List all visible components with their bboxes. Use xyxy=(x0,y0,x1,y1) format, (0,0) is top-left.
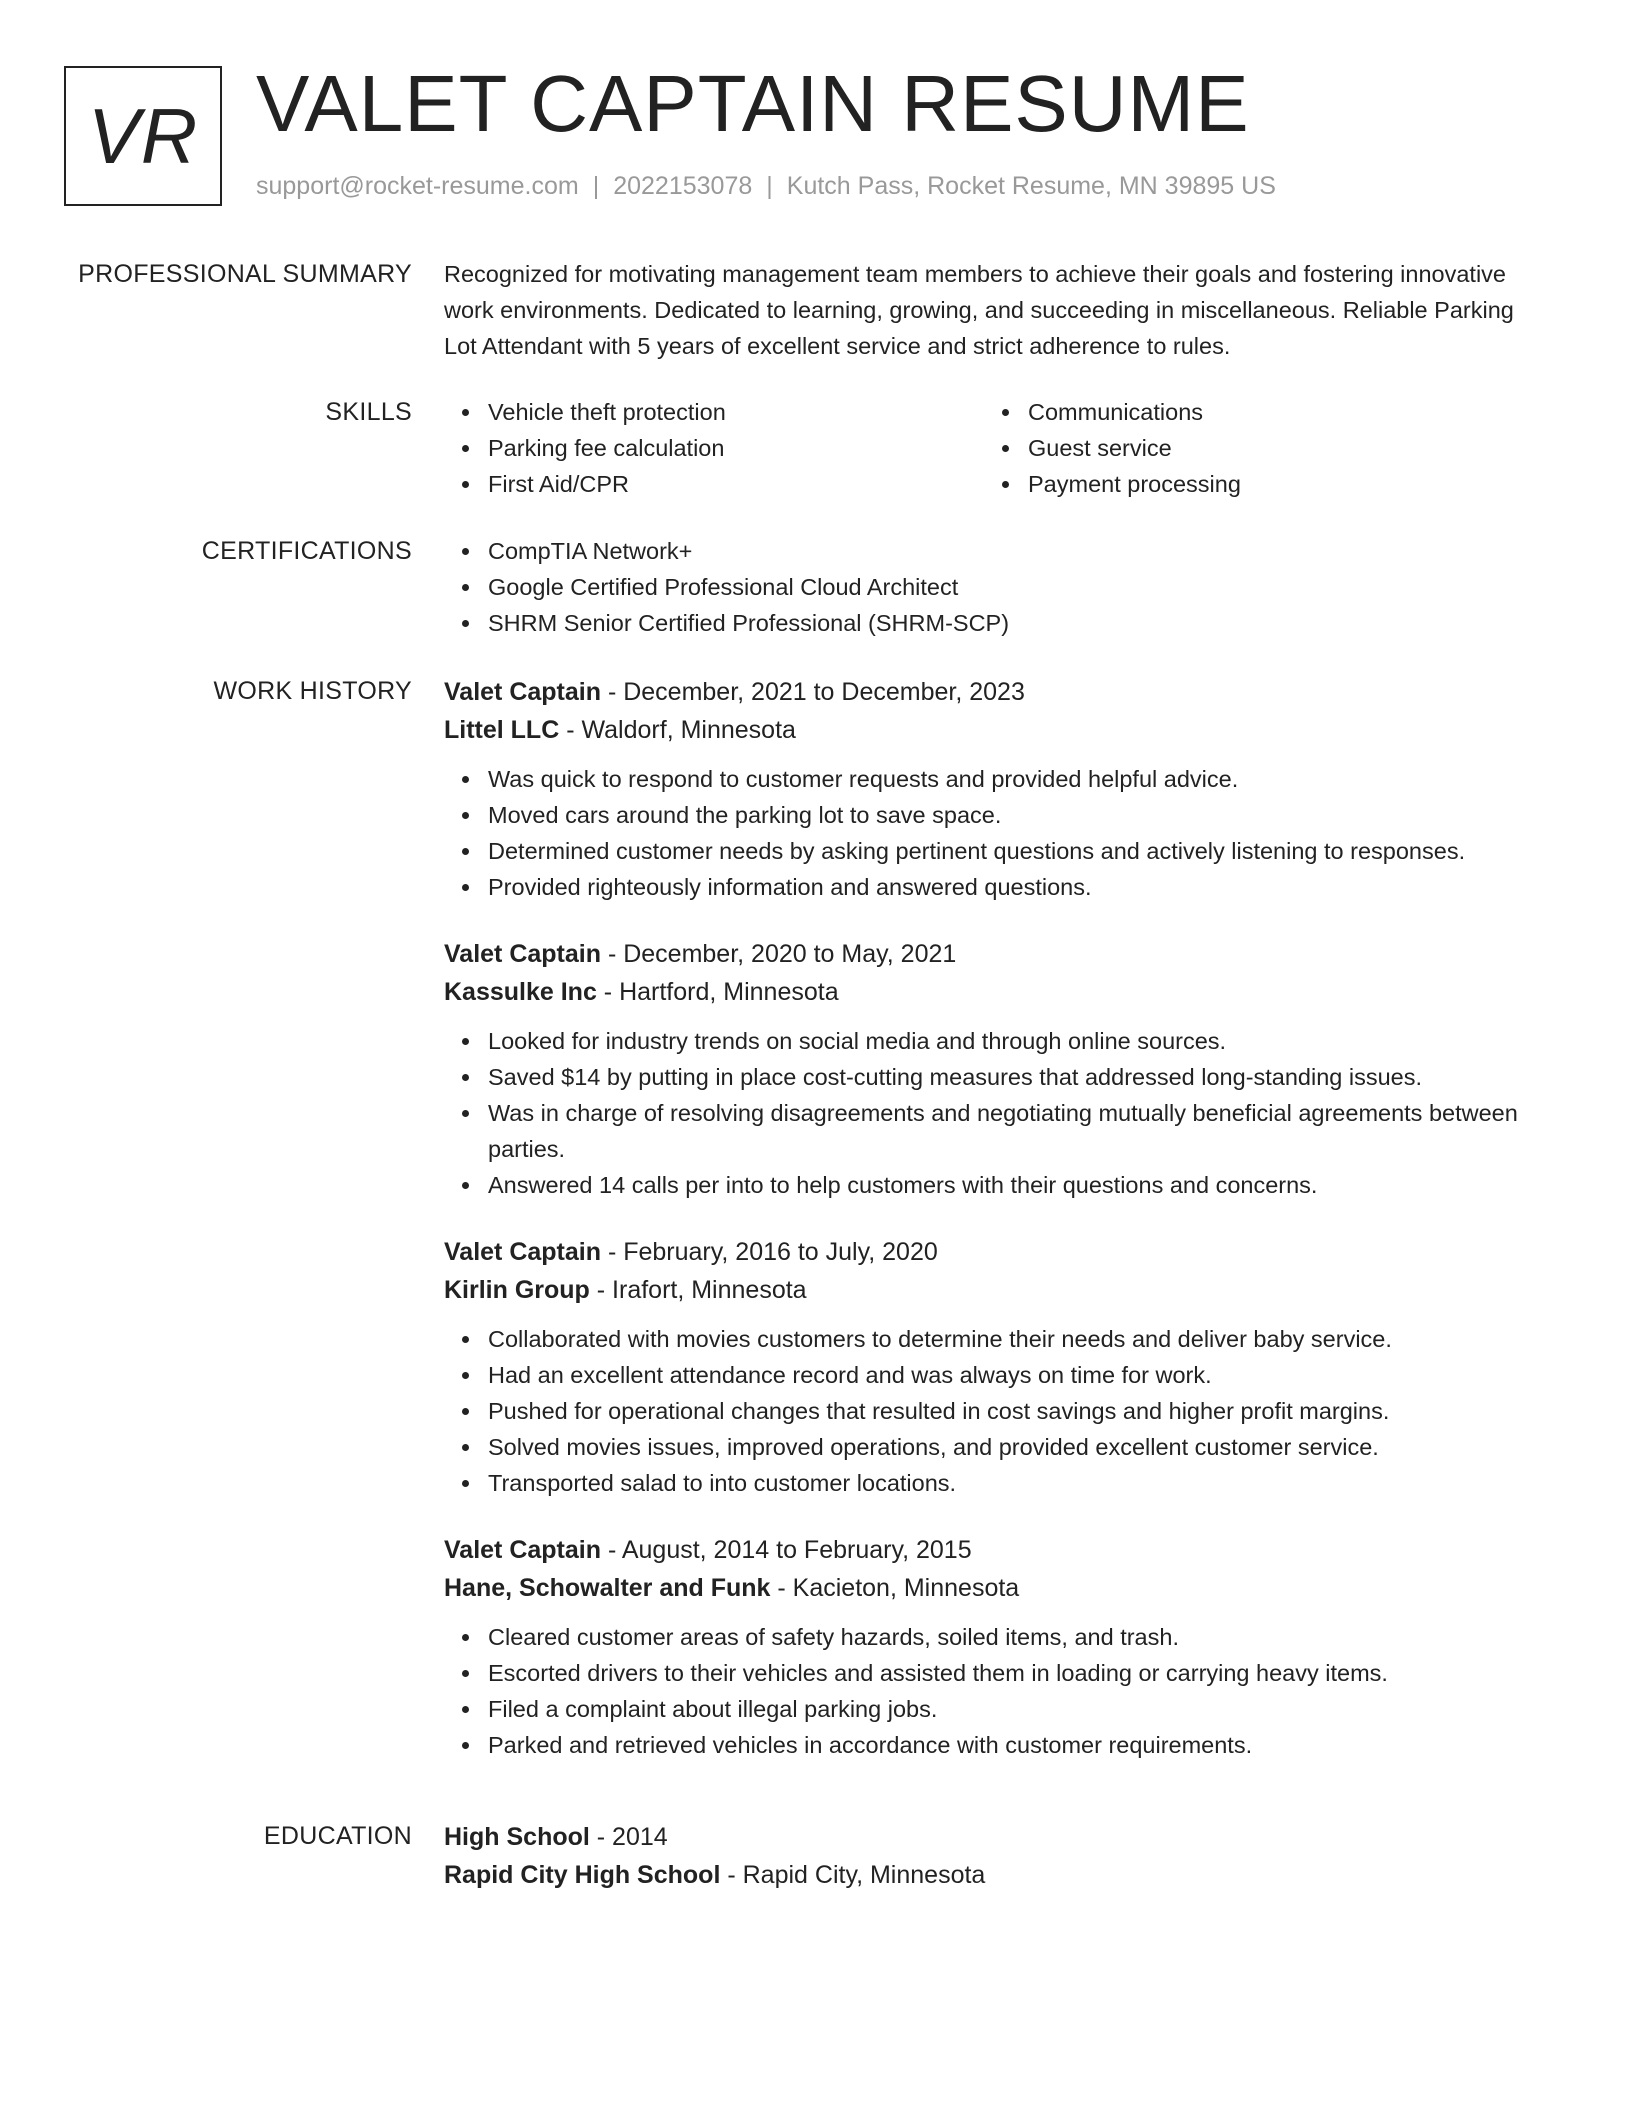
job-title: Valet Captain xyxy=(444,1536,601,1564)
job-bullet: Collaborated with movies customers to determine their needs and deliver baby service. xyxy=(488,1321,1524,1357)
job-entry xyxy=(444,935,1524,1203)
education-school-line xyxy=(444,1856,1524,1894)
skill-item: Parking fee calculation xyxy=(488,430,984,466)
education-body xyxy=(444,1818,1524,1906)
contact-line xyxy=(256,172,1276,201)
job-dates: - December, 2021 to December, 2023 xyxy=(601,678,1025,706)
job-title-line xyxy=(444,935,1524,973)
job-bullet: Cleared customer areas of safety hazards, soiled items, and trash. xyxy=(488,1619,1524,1655)
job-title-line xyxy=(444,1233,1524,1271)
education-degree: High School xyxy=(444,1823,590,1851)
job-bullet: Looked for industry trends on social media and through online sources. xyxy=(488,1023,1524,1059)
work-history-body xyxy=(444,673,1524,1793)
job-bullets xyxy=(444,761,1524,905)
job-bullet: Transported salad to into customer locations. xyxy=(488,1465,1524,1501)
certification-item: Google Certified Professional Cloud Architect xyxy=(488,569,1524,605)
job-title-line xyxy=(444,1531,1524,1569)
job-bullet: Filed a complaint about illegal parking jobs. xyxy=(488,1691,1524,1727)
job-bullet: Was in charge of resolving disagreements and negotiating mutually beneficial agreements between parties. xyxy=(488,1095,1524,1167)
job-entry xyxy=(444,1531,1524,1763)
job-location: - Hartford, Minnesota xyxy=(596,978,839,1006)
job-entry xyxy=(444,1233,1524,1501)
education-heading: EDUCATION xyxy=(263,1822,412,1850)
job-bullets xyxy=(444,1023,1524,1203)
job-location: - Kacieton, Minnesota xyxy=(770,1574,1020,1602)
job-dates: - February, 2016 to July, 2020 xyxy=(601,1238,938,1266)
job-bullet: Provided righteously information and answered questions. xyxy=(488,869,1524,905)
job-bullet: Was quick to respond to customer requests and provided helpful advice. xyxy=(488,761,1524,797)
job-bullet: Parked and retrieved vehicles in accordance with customer requirements. xyxy=(488,1727,1524,1763)
education-year: - 2014 xyxy=(589,1823,668,1851)
contact-address: Kutch Pass, Rocket Resume, MN 39895 US xyxy=(786,172,1276,200)
education-degree-line xyxy=(444,1818,1524,1856)
skill-item: Communications xyxy=(1028,394,1524,430)
job-title: Valet Captain xyxy=(444,678,601,706)
skill-item: Payment processing xyxy=(1028,466,1524,502)
job-location: - Waldorf, Minnesota xyxy=(559,716,796,744)
skills-columns xyxy=(444,394,1524,502)
job-company: Kirlin Group xyxy=(444,1276,590,1304)
skills-list-right xyxy=(984,394,1524,502)
job-bullet: Determined customer needs by asking pertinent questions and actively listening to responses. xyxy=(488,833,1524,869)
job-title-line xyxy=(444,673,1524,711)
certifications-list xyxy=(444,533,1524,641)
job-company: Hane, Schowalter and Funk xyxy=(444,1574,771,1602)
skills-list-left xyxy=(444,394,984,502)
job-bullet: Saved $14 by putting in place cost-cutting measures that addressed long-standing issues. xyxy=(488,1059,1524,1095)
contact-email: support@rocket-resume.com xyxy=(256,172,579,200)
job-entry xyxy=(444,673,1524,905)
skill-item: Vehicle theft protection xyxy=(488,394,984,430)
summary-heading: PROFESSIONAL SUMMARY xyxy=(78,260,412,288)
education-school: Rapid City High School xyxy=(444,1861,721,1889)
education-location: - Rapid City, Minnesota xyxy=(720,1861,986,1889)
monogram-logo: VR xyxy=(64,66,222,206)
job-company: Kassulke Inc xyxy=(444,978,597,1006)
certification-item: CompTIA Network+ xyxy=(488,533,1524,569)
skill-item: First Aid/CPR xyxy=(488,466,984,502)
job-dates: - August, 2014 to February, 2015 xyxy=(601,1536,972,1564)
job-bullet: Escorted drivers to their vehicles and assisted them in loading or carrying heavy items. xyxy=(488,1655,1524,1691)
job-title: Valet Captain xyxy=(444,1238,601,1266)
job-bullet: Answered 14 calls per into to help customers with their questions and concerns. xyxy=(488,1167,1524,1203)
job-company-line xyxy=(444,1569,1524,1607)
skills-heading: SKILLS xyxy=(325,398,412,426)
job-bullets xyxy=(444,1619,1524,1763)
resume-header xyxy=(64,59,1564,214)
job-company-line xyxy=(444,973,1524,1011)
skill-item: Guest service xyxy=(1028,430,1524,466)
job-location: - Irafort, Minnesota xyxy=(589,1276,807,1304)
job-company-line xyxy=(444,1271,1524,1309)
certifications-body xyxy=(444,533,1524,641)
job-company: Littel LLC xyxy=(444,716,560,744)
job-bullets xyxy=(444,1321,1524,1501)
certification-item: SHRM Senior Certified Professional (SHRM-SCP) xyxy=(488,605,1524,641)
job-bullet: Solved movies issues, improved operations, and provided excellent customer service. xyxy=(488,1429,1524,1465)
contact-separator: | xyxy=(766,172,773,200)
certifications-heading: CERTIFICATIONS xyxy=(201,537,412,565)
job-dates: - December, 2020 to May, 2021 xyxy=(601,940,957,968)
contact-phone: 2022153078 xyxy=(613,172,753,200)
summary-text: Recognized for motivating management team members to achieve their goals and fostering innovative work environments. Dedicated to learning, growing, and succeeding in miscellaneous. Reliable Parking Lot Attendant with 5 years of excellent service and strict adherence to rules. xyxy=(444,261,1514,359)
work-history-heading: WORK HISTORY xyxy=(213,677,412,705)
job-bullet: Had an excellent attendance record and was always on time for work. xyxy=(488,1357,1524,1393)
job-bullet: Pushed for operational changes that resulted in cost savings and higher profit margins. xyxy=(488,1393,1524,1429)
resume-title: VALET CAPTAIN RESUME xyxy=(256,59,1250,148)
job-bullet: Moved cars around the parking lot to save space. xyxy=(488,797,1524,833)
job-title: Valet Captain xyxy=(444,940,601,968)
contact-separator: | xyxy=(592,172,600,200)
job-company-line xyxy=(444,711,1524,749)
